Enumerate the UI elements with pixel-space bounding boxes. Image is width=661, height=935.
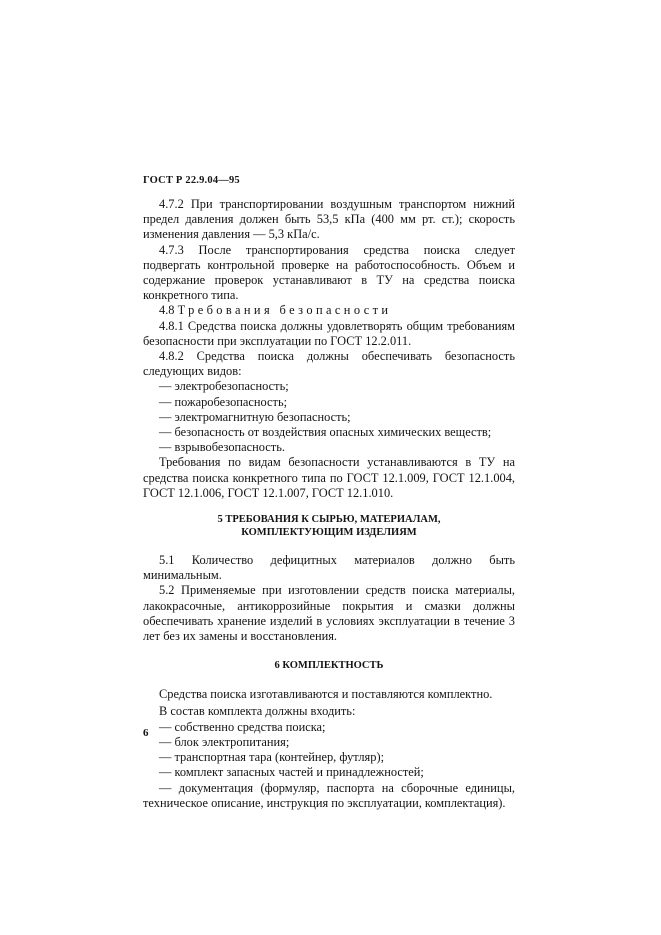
page-number: 6 bbox=[143, 727, 149, 739]
section-5-heading-line2: КОМПЛЕКТУЮЩИМ ИЗДЕЛИЯМ bbox=[241, 527, 417, 539]
safety-list-item: — безопасность от воздействия опасных химических веществ; bbox=[159, 425, 492, 440]
kit-list-item: — транспортная тара (контейнер, футляр); bbox=[159, 750, 385, 765]
paragraph-4-7-3: 4.7.3 После транспортирования средства поиска следует подвергать контрольной проверке на работоспособность. Объем и содержание проверок устанавливают в ТУ на средства поиска конкретного типа. bbox=[143, 242, 515, 303]
paragraph-5-2: 5.2 Применяемые при изготовлении средств поиска материалы, лакокрасочные, антикоррозийные покрытия и смазки должны обеспечивать хранение изделий в условиях эксплуатации в течение 3 лет без их замены и восстановления. bbox=[143, 583, 515, 644]
subsection-4-8-number: 4.8 bbox=[159, 303, 175, 318]
section-5-heading bbox=[143, 513, 515, 539]
kit-list-item: — блок электропитания; bbox=[159, 734, 290, 749]
paragraph-6-intro: Средства поиска изготавливаются и поставляются комплектно. bbox=[159, 687, 493, 702]
safety-list-item: — электромагнитную безопасность; bbox=[159, 409, 351, 424]
subsection-4-8-title: Требования безопасности bbox=[177, 303, 392, 318]
paragraph-4-8-2: 4.8.2 Средства поиска должны обеспечивать безопасность следующих видов: bbox=[143, 349, 515, 379]
paragraph-6-list-intro: В состав комплекта должны входить: bbox=[159, 704, 356, 719]
paragraph-4-7-2: 4.7.2 При транспортировании воздушным транспортом нижний предел давления должен быть 53,5 кПа (400 мм рт. ст.); скорость изменения давления — 5,3 кПа/с. bbox=[143, 197, 515, 242]
safety-list-item: — пожаробезопасность; bbox=[159, 394, 288, 409]
paragraph-4-8-1: 4.8.1 Средства поиска должны удовлетворять общим требованиям безопасности при эксплуатации по ГОСТ 12.2.011. bbox=[143, 318, 515, 348]
subsection-4-8-heading bbox=[143, 303, 515, 318]
safety-list-item: — электробезопасность; bbox=[159, 379, 289, 394]
document-body bbox=[143, 197, 515, 811]
paragraph-safety-requirements: Требования по видам безопасности устанавливаются в ТУ на средства поиска конкретного типа по ГОСТ 12.1.009, ГОСТ 12.1.004, ГОСТ 12.1.006, ГОСТ 12.1.007, ГОСТ 12.1.010. bbox=[143, 455, 515, 500]
section-6-heading: 6 КОМПЛЕКТНОСТЬ bbox=[274, 660, 384, 672]
kit-list-item: — документация (формуляр, паспорта на сборочные единицы, техническое описание, инструкция по эксплуатации, комплектация). bbox=[143, 780, 515, 810]
safety-list-item: — взрывобезопасность. bbox=[159, 440, 285, 455]
section-5-heading-line1: 5 ТРЕБОВАНИЯ К СЫРЬЮ, МАТЕРИАЛАМ, bbox=[217, 514, 441, 526]
paragraph-5-1: 5.1 Количество дефицитных материалов должно быть минимальным. bbox=[143, 553, 515, 583]
document-code-header: ГОСТ Р 22.9.04—95 bbox=[143, 175, 240, 186]
kit-list-item: — комплект запасных частей и принадлежностей; bbox=[159, 765, 424, 780]
kit-list-item: — собственно средства поиска; bbox=[159, 719, 326, 734]
